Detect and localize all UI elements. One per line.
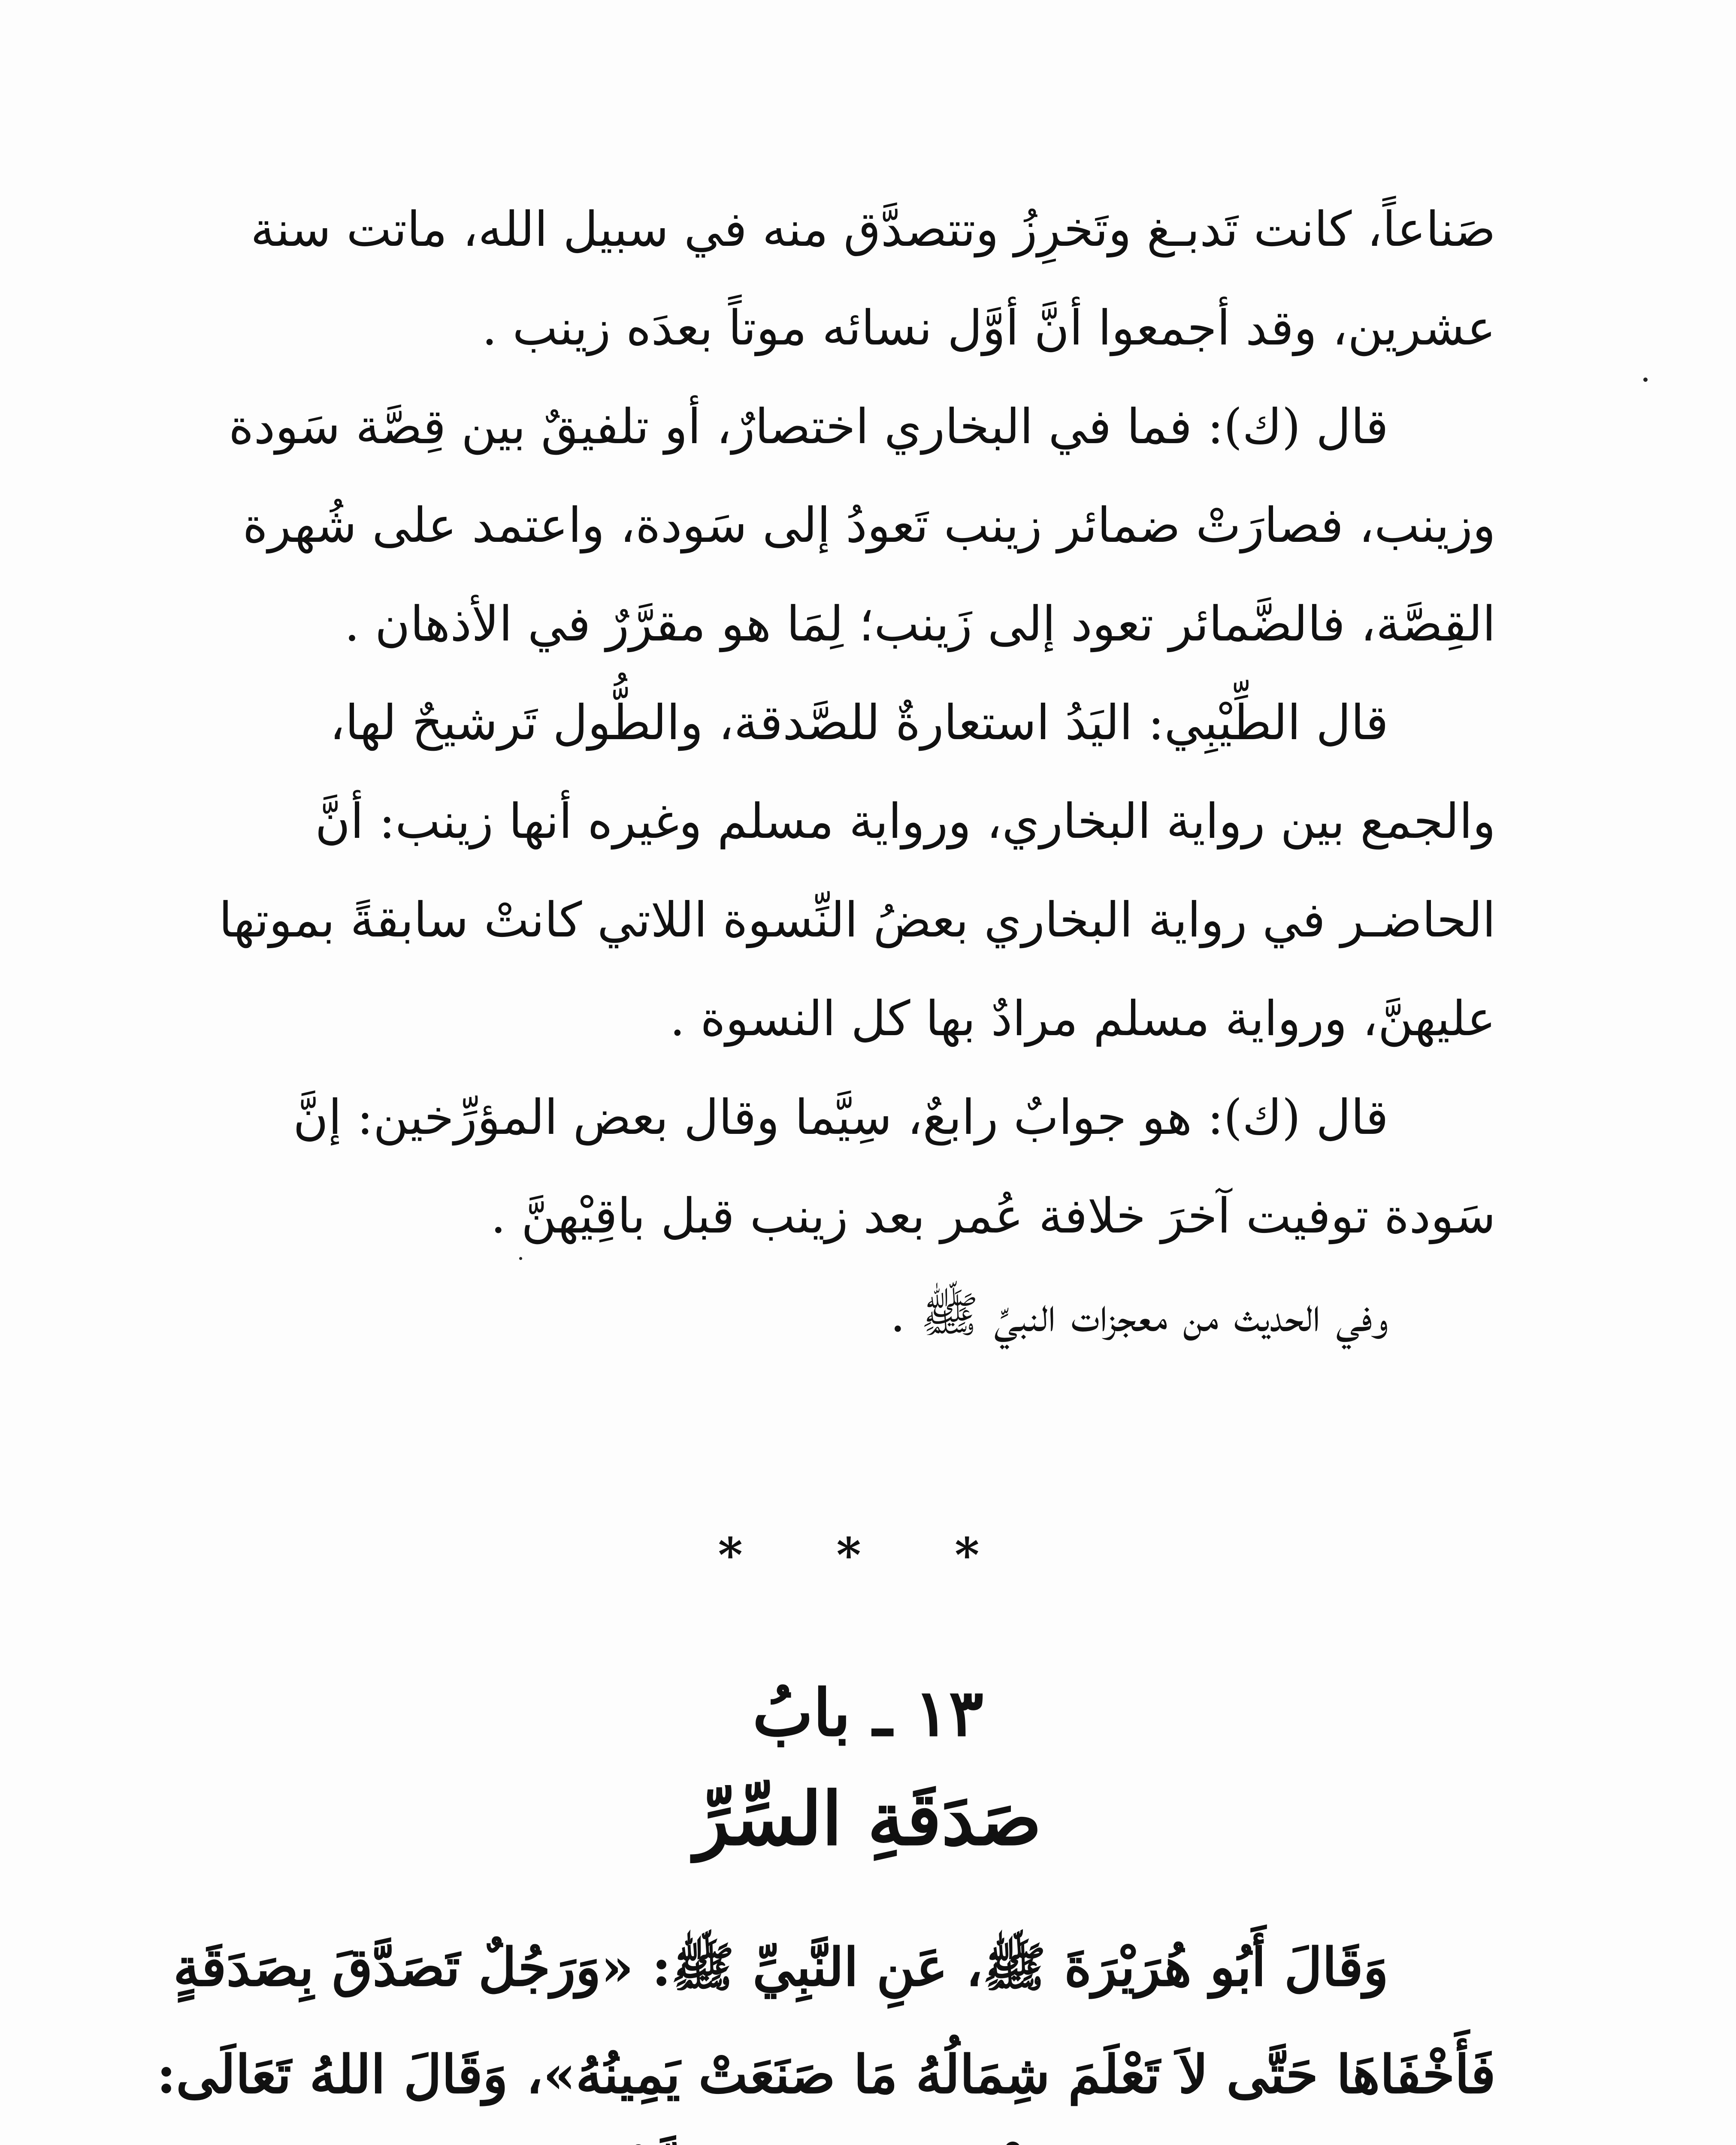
chapter-title-heading: صَدَقَةِ السِّرِّ [694, 1776, 1042, 1862]
paragraph-2-line-3: القِصَّة، فالضَّمائر تعود إلى زَينب؛ لِمَا هو مقرَّرٌ في الأذهان . [344, 596, 1496, 652]
scan-speck [519, 1257, 522, 1260]
chapter-number-heading: ١٣ ـ بابُ [752, 1675, 984, 1751]
scan-speck [1643, 378, 1648, 382]
paragraph-2-line-1: قال (ك): فما في البخاري اختصارٌ، أو تلفيقٌ بين قِصَّة سَودة [228, 399, 1388, 455]
paragraph-3-line-2: والجمع بين رواية البخاري، ورواية مسلم وغيره أنها زينب: أنَّ [315, 794, 1496, 849]
section-separator: * * * [718, 1527, 1018, 1583]
paragraph-2-line-2: وزينب، فصارَتْ ضمائر زينب تَعودُ إلى سَودة، واعتمد على شُهرة [242, 498, 1496, 553]
paragraph-3-line-4: عليهنَّ، ورواية مسلم مرادٌ بها كل النسوة . [670, 991, 1496, 1047]
hadith-line-1: وَقَالَ أَبُو هُرَيْرَةَ ﷺ، عَنِ النَّبِيِّ ﷺ: «وَرَجُلٌ تَصَدَّقَ بِصَدَقَةٍ [173, 1936, 1388, 1998]
paragraph-5-line-1: وفي الحديث من معجزات النبيِّ ﷺ . [890, 1287, 1388, 1343]
paragraph-1-line-1: صَناعاً، كانت تَدبـغ وتَخرِزُ وتتصدَّق منه في سبيل الله، ماتت سنة [250, 202, 1496, 257]
paragraph-1-line-2: عشرين، وقد أجمعوا أنَّ أوَّل نسائه موتاً بعدَه زينب . [482, 300, 1496, 356]
commentary-text [218, 180, 1496, 1364]
paragraph-3-line-1: قال الطِّيْبِي: اليَدُ استعارةٌ للصَّدقة، والطُّول تَرشيحٌ لها، [330, 695, 1388, 751]
hadith-line-2: فَأَخْفَاهَا حَتَّى لاَ تَعْلَمَ شِمَالُهُ مَا صَنَعَتْ يَمِينُهُ»، وَقَالَ اللهُ تَعَالَى: [157, 2043, 1496, 2105]
paragraph-3-line-3: الحاضـر في رواية البخاري بعضُ النِّسوة اللاتي كانتْ سابقةً بموتها [218, 892, 1496, 948]
paragraph-4-line-1: قال (ك): هو جوابٌ رابعٌ، سِيَّما وقال بعض المؤرِّخين: إنَّ [293, 1090, 1388, 1145]
paragraph-4-line-2: سَودة توفيت آخرَ خلافة عُمر بعد زينب قبل باقِيْهنَّ . [490, 1188, 1496, 1244]
hadith-line-3 [243, 2128, 1496, 2145]
hadith-text [157, 1913, 1496, 2145]
